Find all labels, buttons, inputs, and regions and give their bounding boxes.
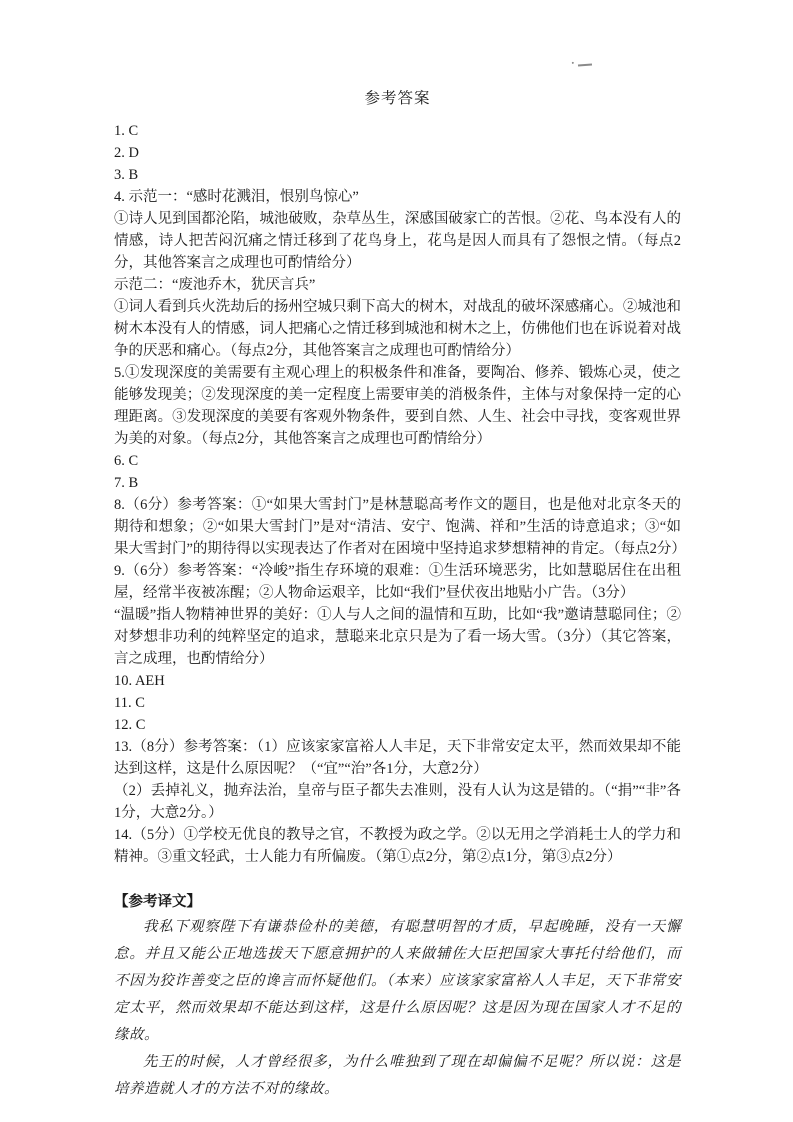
answer-line-6: 6. C	[114, 453, 139, 469]
answer-line-1: 1. C	[114, 123, 139, 139]
page-title: 参考答案	[364, 90, 431, 107]
answer-line-14: 14.（5分）①学校无优良的教导之官，不教授为政之学。②以无用之学消耗士人的学力和精神。③重文轻武，士人能力有所偏废。（第①点2分，第②点1分，第③点2分）	[114, 827, 681, 865]
translation-paragraph-1: 我私下观察陛下有谦恭俭朴的美德，有聪慧明智的才质，早起晚睡，没有一天懈怠。并且又能公正地选拔天下愿意拥护的人来做辅佐大臣把国家大事托付给他们，而不因为狡诈善变之臣的谗言而怀疑他们。（本来）应该家家富裕人人丰足，天下非常安定太平，然而效果却不能达到这样，这是什么原因呢？这是因为现在国家人才不足的缘故。	[114, 919, 681, 1043]
answer-line-11: 11. C	[114, 695, 145, 711]
answer-line-4-example2-title: 示范二：“废池乔木，犹厌言兵”	[114, 277, 316, 293]
answer-line-13-part2: （2）丢掉礼义，抛弃法治，皇帝与臣子都失去准则，没有人认为这是错的。（“捐”“非”各1分，大意2分。）	[114, 783, 681, 821]
answer-line-7: 7. B	[114, 475, 139, 491]
answer-line-12: 12. C	[114, 717, 146, 733]
answer-line-5: 5.①发现深度的美需要有主观心理上的积极条件和准备，要陶冶、修养、锻炼心灵，使之能够发现美；②发现深度的美一定程度上需要审美的消极条件，主体与对象保持一定的心理距离。③发现深度的美要有客观外物条件，要到自然、人生、社会中寻找，变客观世界为美的对象。（每点2分，其他答案言之成理也可酌情给分）	[114, 365, 681, 447]
answer-line-3: 3. B	[114, 167, 139, 183]
translation-paragraph-2: 先王的时候，人才曾经很多，为什么唯独到了现在却偏偏不足呢？所以说：这是培养造就人才的方法不对的缘故。	[114, 1054, 681, 1097]
answer-line-4-example1-body: ①诗人见到国都沦陷，城池破败，杂草丛生，深感国破家亡的苦恨。②花、鸟本没有人的情感，诗人把苦闷沉痛之情迁移到了花鸟身上，花鸟是因人而具有了怨恨之情。（每点2分，其他答案言之成理也可酌情给分）	[114, 211, 681, 271]
answer-line-10: 10. AEH	[114, 673, 165, 689]
answer-line-9-part1: 9.（6分）参考答案：“冷峻”指生存环境的艰难：①生活环境恶劣，比如慧聪居住在出租屋，经常半夜被冻醒；②人物命运艰辛，比如“我们”昼伏夜出地贴小广告。（3分）	[114, 563, 681, 601]
answer-line-4-example2-body: ①词人看到兵火洗劫后的扬州空城只剩下高大的树木，对战乱的破坏深感痛心。②城池和树木本没有人的情感，词人把痛心之情迁移到城池和树木之上，仿佛他们也在诉说着对战争的厌恶和痛心。（每点2分，其他答案言之成理也可酌情给分）	[114, 299, 681, 359]
answer-line-8: 8.（6分）参考答案：①“如果大雪封门”是林慧聪高考作文的题目，也是他对北京冬天的期待和想象；②“如果大雪封门”是对“清洁、安宁、饱满、祥和”生活的诗意追求；③“如果大雪封门”的期待得以实现表达了作者对在困境中坚持追求梦想精神的肯定。（每点2分）	[114, 497, 686, 557]
section-gap	[114, 868, 681, 890]
answer-line-2: 2. D	[114, 145, 139, 161]
answer-line-13-part1: 13.（8分）参考答案：（1）应该家家富裕人人丰足，天下非常安定太平，然而效果却不能达到这样，这是什么原因呢？（“宜”“治”各1分，大意2分）	[114, 739, 681, 777]
answer-line-4-example1-title: 4. 示范一：“感时花溅泪，恨别鸟惊心”	[114, 189, 359, 205]
answer-line-9-part2: “温暖”指人物精神世界的美好：①人与人之间的温情和互助，比如“我”邀请慧聪同住；②对梦想非功利的纯粹坚定的追求，慧聪来北京只是为了看一场大雪。（3分）（其它答案，言之成理，也酌情给分）	[114, 607, 681, 667]
translation-heading: 【参考译文】	[114, 894, 201, 910]
stray-pen-mark	[578, 64, 592, 67]
